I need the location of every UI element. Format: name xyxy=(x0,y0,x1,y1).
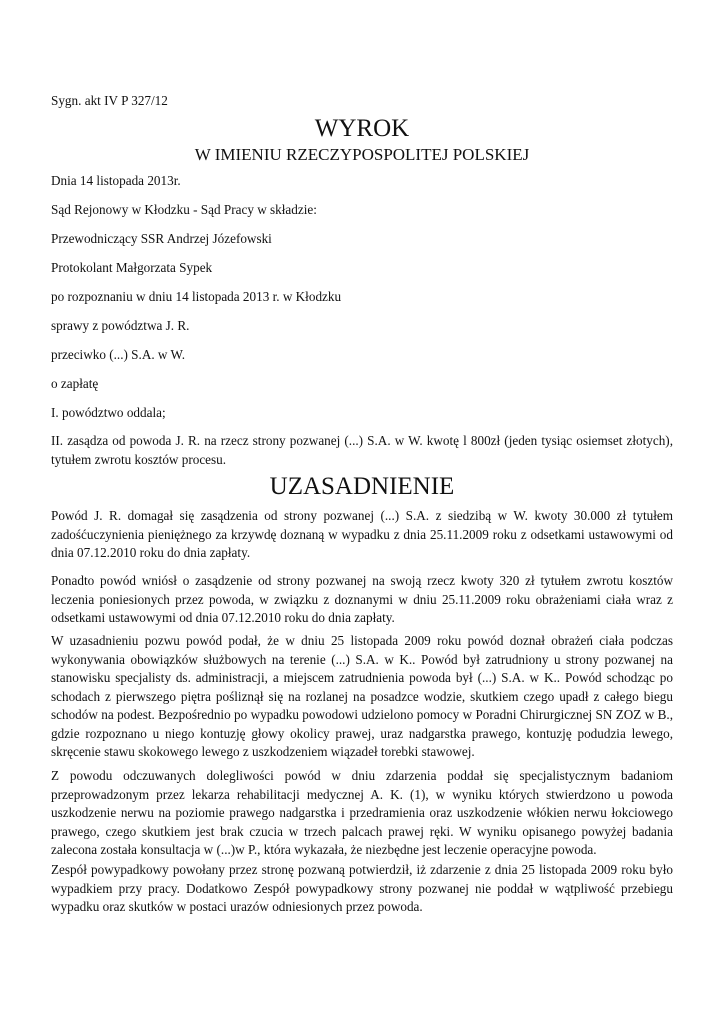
defendant-line: przeciwko (...) S.A. w W. xyxy=(51,347,186,362)
justification-paragraph-1: Powód J. R. domagał się zasądzenia od strony pozwanej (...) S.A. z siedzibą w W. kwoty 30.000 zł tytułem zadośćuczynienia pieniężnego za krzywdę doznaną w wypadku z dnia 25.11.2009 roku z odsetkami ustawowymi od dnia 07.12.2010 roku do dnia zapłaty. xyxy=(51,508,673,560)
presiding-judge: Przewodniczący SSR Andrzej Józefowski xyxy=(51,231,272,246)
hearing-info: po rozpoznaniu w dniu 14 listopada 2013 r. w Kłodzku xyxy=(51,289,342,304)
court-composition: Sąd Rejonowy w Kłodzku - Sąd Pracy w składzie: xyxy=(51,202,317,217)
justification-paragraph-3: W uzasadnieniu pozwu powód podał, że w dniu 25 listopada 2009 roku powód doznał obrażeń ciała podczas wykonywania obowiązków służbowych na terenie (...) S.A. w K.. Powód był zatrudniony u strony pozwanej na stanowisku specjalisty ds. administracji, a miejscem zatrudnienia powoda był (...) S.A. w K.. Powód schodząc po schodach z pierwszego piętra pośliznął się na rozlanej na posadzce wodzie, skutkiem czego upadł z całego biegu schodów na podest. Bezpośrednio po wypadku powodowi udzielono pomocy w Poradni Chirurgicznej SN ZOZ w B., gdzie rozpoznano u niego kontuzję głowy okolicy prawej, uraz nadgarstka prawego, kontuzję podudzia lewego, skręcenie stawu skokowego lewego z uszkodzeniem wiązadeł torebki stawowej. xyxy=(51,633,673,759)
justification-paragraph-2: Ponadto powód wniósł o zasądzenie od strony pozwanej na swoją rzecz kwoty 320 zł tytułem zwrotu kosztów leczenia poniesionych przez powoda, w związku z doznanymi w dniu 25.11.2009 roku obrażeniami ciała wraz z odsetkami ustawowymi od dnia 07.12.2010 roku do dnia zapłaty. xyxy=(51,573,673,625)
justification-paragraph-5: Zespół powypadkowy powołany przez stronę pozwaną potwierdził, iż zdarzenie z dnia 25 listopada 2009 roku było wypadkiem przy pracy. Dodatkowo Zespół powypadkowy strony pozwanej nie poddał w wątpliwość przebiegu wypadku oraz skutków w postaci urazów odniesionych przez powoda. xyxy=(51,862,673,914)
court-clerk: Protokolant Małgorzata Sypek xyxy=(51,260,213,275)
ruling-point-2: II. zasądza od powoda J. R. na rzecz strony pozwanej (...) S.A. w W. kwotę l 800zł (jeden tysiąc osiemset złotych), tytułem zwrotu kosztów procesu. xyxy=(51,433,673,467)
case-signature: Sygn. akt IV P 327/12 xyxy=(51,93,168,108)
ruling-point-1: I. powództwo oddala; xyxy=(51,405,166,420)
claim-subject: o zapłatę xyxy=(51,376,99,391)
justification-paragraph-4: Z powodu odczuwanych dolegliwości powód w dniu zdarzenia poddał się specjalistycznym badaniom przeprowadzonym przez lekarza rehabilitacji medycznej A. K. (1), w wyniku których stwierdzono u powoda uszkodzenie nerwu na poziomie prawego nadgarstka i przedramienia oraz uszkodzenie włókien nerwu łokciowego prawego, czego skutkiem jest brak czucia w trzech palcach prawej ręki. W wyniku opisanego powyżej badania zalecona została konsultacja w (...)w P., która wykazała, że niezbędne jest leczenie operacyjne powoda. xyxy=(51,768,673,857)
judgment-title: WYROK xyxy=(314,115,410,142)
judgment-date: Dnia 14 listopada 2013r. xyxy=(51,173,181,188)
justification-heading: UZASADNIENIE xyxy=(269,473,455,500)
judgment-subtitle: W IMIENIU RZECZYPOSPOLITEJ POLSKIEJ xyxy=(194,145,530,164)
plaintiff-line: sprawy z powództwa J. R. xyxy=(51,318,190,333)
